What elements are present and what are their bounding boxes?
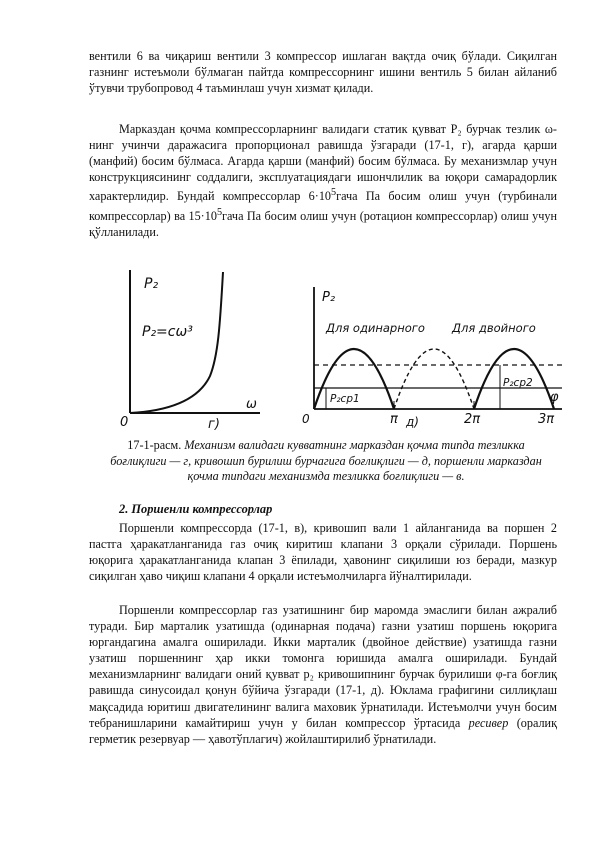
figure-d-p-avg-double: P₂ср2 <box>503 377 533 389</box>
figure-g-x-label: ω <box>246 397 257 412</box>
figure-caption-label: 17-1-расм. <box>127 438 182 452</box>
figure-caption-text: Механизм валидаги кувватнинг марказдан қочма типда тезликка боғлиқлиги — г, кривошип бурилиш бурчагига боғлиқлиги — д, поршенли марказдан қочма типдаги механизмда тезликка боғлиқлиги — в. <box>110 438 542 483</box>
paragraph-2-exponent-a: 5 <box>331 187 337 199</box>
section-heading: 2. Поршенли компрессорлар <box>119 502 273 516</box>
figure-d-x-label: φ <box>550 390 559 405</box>
figure-d-label-double: Для двойного <box>452 321 536 335</box>
figure-d-tick-3pi: 3π <box>538 412 555 427</box>
paragraph-4-text-b: (оралиқ герметик резервуар — ҳавотўплагич) жойлаштирилиб ўрнатилади. <box>89 715 557 746</box>
paragraph-2-text-b: гача Па босим олиш учун (турбинали компрессорлар) ва 15·10 <box>89 189 557 223</box>
figure-d-y-label: P₂ <box>322 290 336 305</box>
figure-d-double-acting-curve <box>394 349 474 409</box>
paragraph-2 <box>89 121 557 240</box>
figure-d-tick-pi: π <box>390 412 398 427</box>
figure-g-cubic-curve <box>130 272 223 413</box>
paragraph-3: Поршенли компрессорда (17-1, в), кривошип вали 1 айланганида ва поршен 2 пастга ҳаракатланганида газ очиқ киритиш клапани 3 орқали сўрилади. Поршень юқорига ҳаракатланганида клапан 3 ёпилади, ҳавонинг сиқилиши юз беради, мазкур сиқилган ҳаво чиқиш клапани 4 орқали истеъмолчиларга йўналтирилади. <box>89 521 557 584</box>
figure-d-panel-label: д) <box>406 415 419 429</box>
figure-g-panel-label: г) <box>208 417 220 432</box>
paragraph-4-text-a: Поршенли компрессорлар газ узатишнинг бир маромда эмаслиги билан ажралиб туради. Бир марталик узатишда (одинарная подача) газни узатиш поршень юқорига юргандагина амалга оширилади. Икки марталик (двойное действие) узатишда газни узатиш поршеннинг ҳар икки томонга юришида амалга оширилади. Бундай механизмларнинг валидаги оний қувват p₂ кривошипнинг бурчак бурилиши φ-га боғлиқ равишда синусоидал қонун бўйича ўзгаради (17-1, д). Юклама графигини силлиқлаш мақсадида юритиш двигателининг валига маховик ўрнатилади. Истеъмолчи учун босим тебранишларини камайтириш учун у билан компрессор ўртасида <box>89 603 557 730</box>
paragraph-4 <box>89 602 557 747</box>
figure-g-formula: P₂=cω³ <box>142 324 193 340</box>
paragraph-1: вентили 6 ва чиқариш вентили 3 компрессор ишлаган вақтда очиқ бўлади. Сиқилган газнинг истеъмоли бўлмаган пайтда компрессорнинг ишини вентиль 5 билан айланиб ўтувчи трубопровод 4 таъминлаш учун хизмат қилади. <box>89 49 557 96</box>
figure-power-vs-speed <box>118 266 264 434</box>
figure-d-label-single: Для одинарного <box>326 321 425 335</box>
paragraph-4-receiver-term: ресивер <box>468 715 509 730</box>
figure-d-tick-2pi: 2π <box>464 412 481 427</box>
paragraph-2-text-c: гача Па босим олиш учун (ротацион компрессорлар) олиш учун қўлланилади. <box>89 208 557 239</box>
figure-g-origin: 0 <box>120 415 129 430</box>
paragraph-2-exponent-b: 5 <box>216 206 223 218</box>
figure-caption <box>100 438 552 485</box>
figure-d-p-avg-single: P₂ср1 <box>330 393 360 405</box>
paragraph-2-text-a: Марказдан қочма компрессорларнинг валидаги статик қувват P₂ бурчак тезлик ω-нинг учинчи даражасига пропорционал равишда ўзгаради (17-1, г), агарда қарши (манфий) босим бўлмаса. Агарда қарши (манфий) босим бўлмаса. Бу механизмлар учун конструкциясининг соддалиги, эксплуатациядаги ишончлилик ва юқори самарадорлик характерлидир. Бундай компрессорлар 6·10 <box>89 122 557 204</box>
figure-d-origin: 0 <box>302 412 310 426</box>
figure-g-y-label: P₂ <box>144 276 159 292</box>
figure-power-vs-crank-angle <box>300 285 562 430</box>
